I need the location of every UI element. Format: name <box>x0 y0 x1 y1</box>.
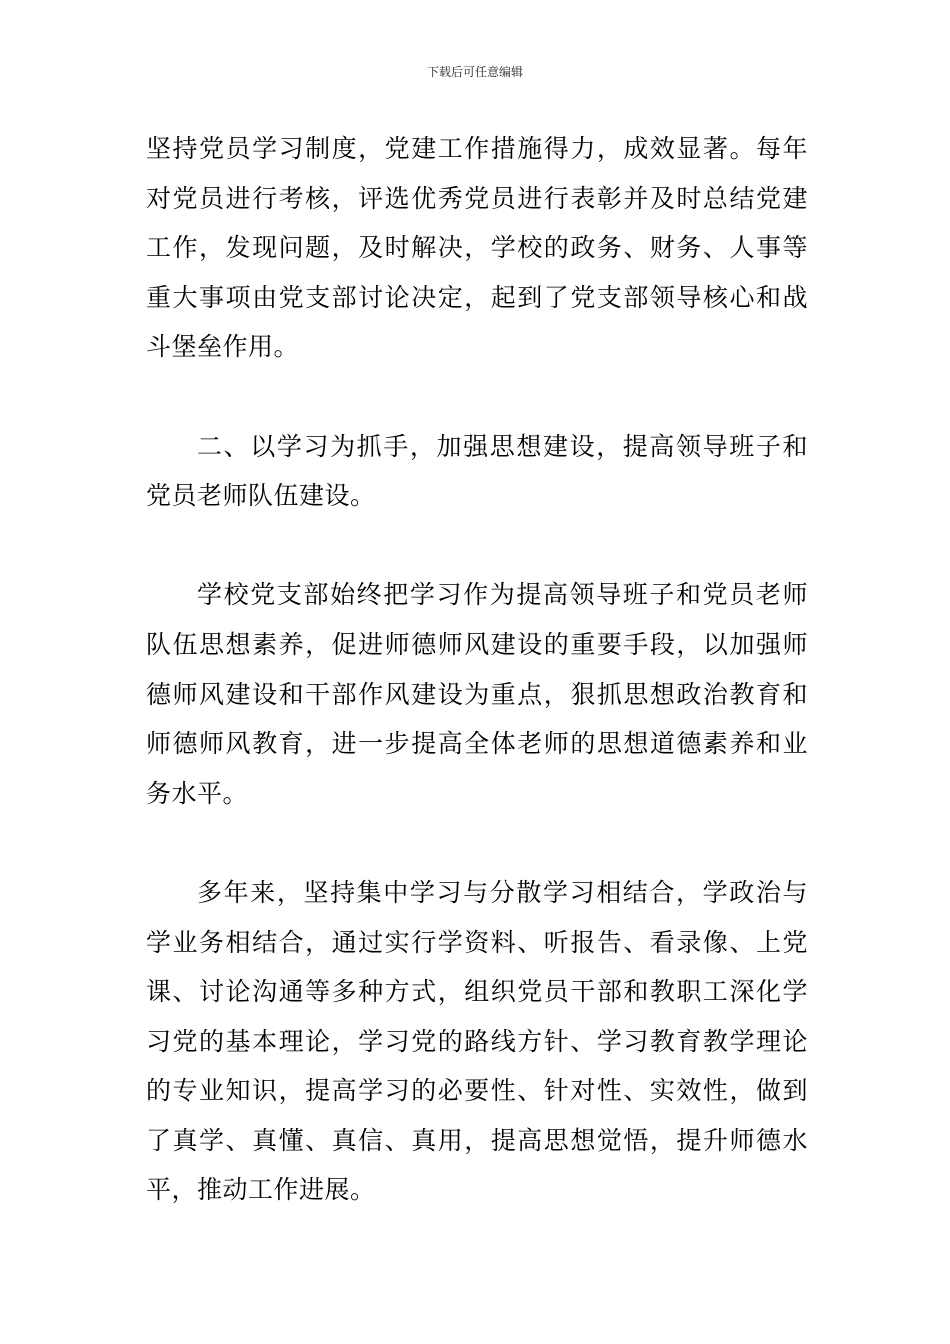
paragraph-3: 学校党支部始终把学习作为提高领导班子和党员老师队伍思想素养，促进师德师风建设的重要手段，以加强师德师风建设和干部作风建设为重点，狠抓思想政治教育和师德师风教育，进一步提高全体老师的思想道德素养和业务水平。 <box>146 580 808 808</box>
paragraph-spacer <box>146 372 808 422</box>
paragraph-1: 坚持党员学习制度，党建工作措施得力，成效显著。每年对党员进行考核，评选优秀党员进行表彰并及时总结党建工作，发现问题，及时解决，学校的政务、财务、人事等重大事项由党支部讨论决定，起到了党支部领导核心和战斗堡垒作用。 <box>146 134 808 362</box>
paragraph-spacer <box>146 521 808 571</box>
section-heading-2: 二、以学习为抓手，加强思想建设，提高领导班子和党员老师队伍建设。 <box>146 431 808 511</box>
page-header-note: 下载后可任意编辑 <box>426 65 523 79</box>
paragraph-4: 多年来，坚持集中学习与分散学习相结合，学政治与学业务相结合，通过实行学资料、听报告、看录像、上党课、讨论沟通等多种方式，组织党员干部和教职工深化学习党的基本理论，学习党的路线方针、学习教育教学理论的专业知识，提高学习的必要性、针对性、实效性，做到了真学、真懂、真信、真用，提高思想觉悟，提升师德水平，推动工作进展。 <box>146 877 808 1205</box>
document-body <box>146 124 808 1215</box>
paragraph-spacer <box>146 818 808 868</box>
